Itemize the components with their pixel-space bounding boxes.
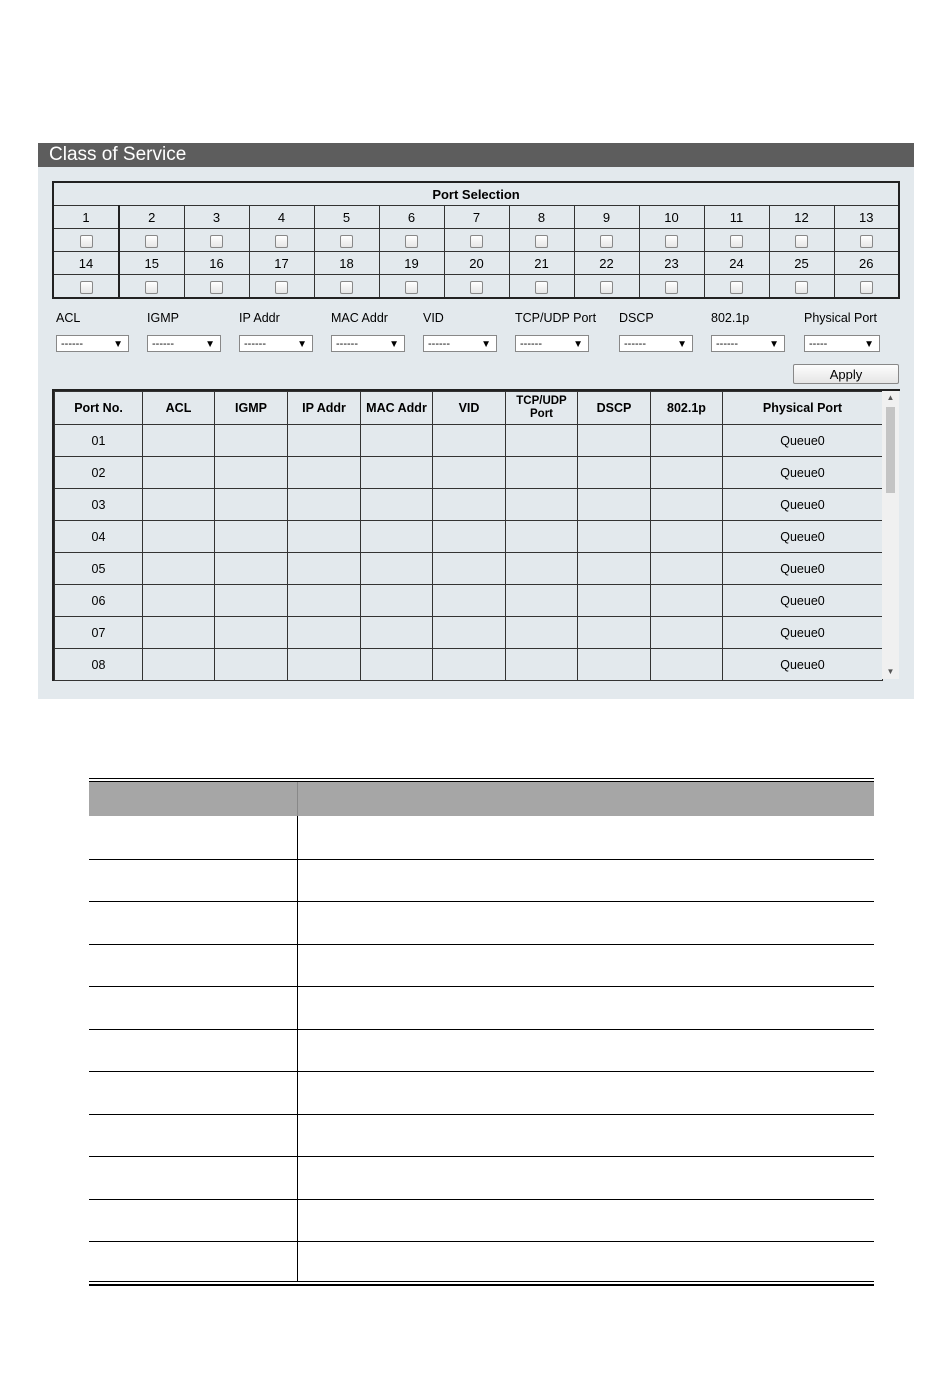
table-cell	[288, 457, 361, 489]
table-cell	[578, 681, 651, 682]
table-cell	[651, 489, 723, 521]
port-checkbox-6[interactable]	[405, 235, 418, 248]
port-checkbox-14[interactable]	[80, 281, 93, 294]
port-number-cell: 03	[55, 489, 143, 521]
port-checkbox-cell	[119, 275, 184, 299]
port-checkbox-cell	[639, 275, 704, 299]
table-cell	[361, 585, 433, 617]
selector-dropdown[interactable]	[239, 335, 313, 352]
row-divider	[89, 986, 874, 987]
table-cell	[506, 585, 578, 617]
selector-label: VID	[423, 311, 444, 325]
table-cell	[361, 521, 433, 553]
chevron-down-icon[interactable]: ▼	[389, 339, 399, 350]
port-number-cell: 02	[55, 457, 143, 489]
port-checkbox-13[interactable]	[860, 235, 873, 248]
table-cell	[578, 553, 651, 585]
table-cell	[506, 681, 578, 682]
port-checkbox-24[interactable]	[730, 281, 743, 294]
table-cell	[433, 617, 506, 649]
port-checkbox-23[interactable]	[665, 281, 678, 294]
port-checkbox-25[interactable]	[795, 281, 808, 294]
port-checkbox-cell	[704, 229, 769, 252]
table-cell	[361, 489, 433, 521]
class-of-service-panel	[38, 143, 914, 699]
port-label-22: 22	[574, 252, 639, 275]
port-label-12: 12	[769, 206, 834, 229]
port-checkbox-cell	[314, 275, 379, 299]
port-label-7: 7	[444, 206, 509, 229]
table-cell	[215, 681, 288, 682]
port-checkbox-9[interactable]	[600, 235, 613, 248]
port-label-13: 13	[834, 206, 899, 229]
physical-port-cell: Queue0	[723, 649, 883, 681]
table-row	[55, 553, 883, 585]
table-cell	[433, 585, 506, 617]
table-cell	[143, 585, 215, 617]
port-checkbox-cell	[53, 229, 119, 252]
port-checkbox-2[interactable]	[145, 235, 158, 248]
chevron-down-icon[interactable]: ▼	[297, 339, 307, 350]
selector-dropdown[interactable]	[147, 335, 221, 352]
port-checkbox-4[interactable]	[275, 235, 288, 248]
selector-1	[147, 311, 221, 352]
selector-label: TCP/UDP Port	[515, 311, 597, 325]
port-checkbox-cell	[509, 229, 574, 252]
selector-4	[423, 311, 497, 352]
selector-2	[239, 311, 313, 352]
chevron-down-icon[interactable]: ▼	[864, 339, 874, 350]
table-row	[55, 617, 883, 649]
port-checkbox-3[interactable]	[210, 235, 223, 248]
port-label-9: 9	[574, 206, 639, 229]
table-cell	[651, 521, 723, 553]
panel-title: Class of Service	[38, 143, 914, 167]
description-table-header	[89, 782, 874, 816]
table-cell	[433, 553, 506, 585]
row-divider	[89, 1241, 874, 1242]
column-header: TCP/UDP Port	[506, 392, 578, 425]
table-cell	[651, 681, 723, 682]
table-scrollbar[interactable]	[882, 391, 899, 679]
selector-row	[38, 311, 914, 357]
table-cell	[433, 489, 506, 521]
port-checkbox-20[interactable]	[470, 281, 483, 294]
table-cell	[288, 489, 361, 521]
table-row	[55, 521, 883, 553]
port-number-cell: 06	[55, 585, 143, 617]
selector-3	[331, 311, 405, 352]
table-cell	[215, 489, 288, 521]
table-cell	[215, 457, 288, 489]
port-checkbox-cell	[119, 229, 184, 252]
selector-6	[619, 311, 693, 352]
port-selection-title: Port Selection	[53, 182, 899, 206]
port-checkbox-7[interactable]	[470, 235, 483, 248]
table-cell	[361, 617, 433, 649]
table-cell	[361, 457, 433, 489]
port-checkbox-10[interactable]	[665, 235, 678, 248]
table-cell	[143, 681, 215, 682]
table-cell	[651, 585, 723, 617]
table-cell	[215, 425, 288, 457]
port-checkbox-cell	[444, 275, 509, 299]
port-checkbox-cell	[834, 229, 899, 252]
port-label-16: 16	[184, 252, 249, 275]
port-label-25: 25	[769, 252, 834, 275]
chevron-down-icon[interactable]: ▼	[769, 339, 779, 350]
port-checkbox-5[interactable]	[340, 235, 353, 248]
port-checkbox-18[interactable]	[340, 281, 353, 294]
table-row	[55, 649, 883, 681]
column-header: VID	[433, 392, 506, 425]
table-bottom-rule	[89, 1281, 874, 1286]
row-divider	[89, 1156, 874, 1157]
chevron-down-icon[interactable]: ▼	[573, 339, 583, 350]
table-cell	[433, 521, 506, 553]
table-cell	[578, 457, 651, 489]
table-cell	[578, 585, 651, 617]
port-checkbox-1[interactable]	[80, 235, 93, 248]
table-cell	[506, 425, 578, 457]
table-row	[55, 457, 883, 489]
row-divider	[89, 901, 874, 902]
selector-0	[56, 311, 129, 352]
table-cell	[651, 553, 723, 585]
table-cell	[506, 617, 578, 649]
table-cell	[433, 681, 506, 682]
row-divider	[89, 1071, 874, 1072]
row-divider	[89, 944, 874, 945]
table-cell	[361, 553, 433, 585]
port-label-24: 24	[704, 252, 769, 275]
port-checkbox-22[interactable]	[600, 281, 613, 294]
selector-value: ------	[520, 338, 542, 350]
selector-dropdown[interactable]	[804, 335, 880, 352]
port-number-cell: 08	[55, 649, 143, 681]
physical-port-cell: Queue0	[723, 553, 883, 585]
port-label-17: 17	[249, 252, 314, 275]
port-checkbox-cell	[249, 229, 314, 252]
port-checkbox-cell	[509, 275, 574, 299]
port-number-cell: 04	[55, 521, 143, 553]
selector-value: ------	[428, 338, 450, 350]
selector-value: ------	[716, 338, 738, 350]
selector-8	[804, 311, 880, 352]
port-label-1: 1	[53, 206, 119, 229]
port-checkbox-cell	[379, 229, 444, 252]
table-cell	[143, 489, 215, 521]
port-label-15: 15	[119, 252, 184, 275]
table-cell	[651, 457, 723, 489]
table-cell	[433, 457, 506, 489]
physical-port-cell: Queue0	[723, 457, 883, 489]
physical-port-cell: Queue0	[723, 521, 883, 553]
table-cell	[215, 649, 288, 681]
table-cell	[361, 425, 433, 457]
port-label-10: 10	[639, 206, 704, 229]
table-cell	[578, 489, 651, 521]
row-divider	[89, 859, 874, 860]
port-label-26: 26	[834, 252, 899, 275]
selector-7	[711, 311, 785, 352]
selector-5	[515, 311, 596, 352]
selector-dropdown[interactable]	[331, 335, 405, 352]
selector-label: IGMP	[147, 311, 179, 325]
port-number-cell: 01	[55, 425, 143, 457]
table-cell	[361, 649, 433, 681]
port-checkbox-cell	[184, 229, 249, 252]
selector-dropdown[interactable]	[619, 335, 693, 352]
table-cell	[288, 617, 361, 649]
port-checkbox-cell	[444, 229, 509, 252]
chevron-down-icon[interactable]: ▼	[481, 339, 491, 350]
port-checkbox-17[interactable]	[275, 281, 288, 294]
table-cell	[578, 617, 651, 649]
port-label-20: 20	[444, 252, 509, 275]
selector-dropdown[interactable]	[56, 335, 129, 352]
table-cell	[578, 425, 651, 457]
table-cell	[578, 649, 651, 681]
table-cell	[215, 617, 288, 649]
selector-value: ------	[244, 338, 266, 350]
column-header: Port No.	[55, 392, 143, 425]
selector-dropdown[interactable]	[515, 335, 589, 352]
column-header: ACL	[143, 392, 215, 425]
port-label-8: 8	[509, 206, 574, 229]
table-cell	[143, 649, 215, 681]
table-cell	[143, 425, 215, 457]
table-cell	[143, 617, 215, 649]
port-checkbox-21[interactable]	[535, 281, 548, 294]
port-label-11: 11	[704, 206, 769, 229]
column-header: IGMP	[215, 392, 288, 425]
physical-port-cell: Queue0	[723, 617, 883, 649]
port-checkbox-cell	[314, 229, 379, 252]
table-cell	[578, 521, 651, 553]
table-cell	[288, 521, 361, 553]
table-row	[55, 681, 883, 682]
table-cell	[288, 553, 361, 585]
chevron-down-icon[interactable]: ▼	[113, 339, 123, 350]
selector-label: MAC Addr	[331, 311, 388, 325]
table-row	[55, 489, 883, 521]
chevron-down-icon[interactable]: ▼	[205, 339, 215, 350]
column-header: 802.1p	[651, 392, 723, 425]
table-cell	[215, 585, 288, 617]
port-label-6: 6	[379, 206, 444, 229]
table-cell	[506, 521, 578, 553]
table-cell	[433, 649, 506, 681]
row-divider	[89, 1029, 874, 1030]
selector-label: DSCP	[619, 311, 654, 325]
table-cell	[143, 457, 215, 489]
physical-port-cell: Queue0	[723, 585, 883, 617]
table-cell	[651, 649, 723, 681]
table-cell	[506, 489, 578, 521]
port-label-3: 3	[184, 206, 249, 229]
table-cell	[506, 553, 578, 585]
port-number-cell: 07	[55, 617, 143, 649]
column-header: MAC Addr	[361, 392, 433, 425]
port-checkbox-cell	[249, 275, 314, 299]
physical-port-cell	[723, 681, 883, 682]
port-number-cell: 05	[55, 553, 143, 585]
port-checkbox-19[interactable]	[405, 281, 418, 294]
port-checkbox-26[interactable]	[860, 281, 873, 294]
table-cell	[506, 457, 578, 489]
row-divider	[89, 1114, 874, 1115]
cos-table-container	[52, 389, 900, 681]
selector-label: 802.1p	[711, 311, 750, 325]
table-cell	[288, 425, 361, 457]
table-cell	[651, 425, 723, 457]
row-divider	[89, 1199, 874, 1200]
table-cell	[215, 553, 288, 585]
table-cell	[143, 521, 215, 553]
selector-value: -----	[809, 338, 828, 350]
selector-value: ------	[624, 338, 646, 350]
physical-port-cell: Queue0	[723, 425, 883, 457]
port-checkbox-cell	[574, 229, 639, 252]
port-checkbox-12[interactable]	[795, 235, 808, 248]
physical-port-cell: Queue0	[723, 489, 883, 521]
scroll-thumb[interactable]	[886, 407, 895, 493]
table-cell	[288, 681, 361, 682]
port-checkbox-cell	[574, 275, 639, 299]
chevron-down-icon[interactable]: ▼	[677, 339, 687, 350]
table-cell	[433, 425, 506, 457]
selector-label: IP Addr	[239, 311, 280, 325]
column-header: Physical Port	[723, 392, 883, 425]
port-checkbox-cell	[639, 229, 704, 252]
port-label-19: 19	[379, 252, 444, 275]
port-selection-table	[52, 181, 900, 299]
table-cell	[506, 649, 578, 681]
port-checkbox-8[interactable]	[535, 235, 548, 248]
selector-value: ------	[336, 338, 358, 350]
table-cell	[288, 585, 361, 617]
cos-table	[54, 391, 883, 681]
scroll-up-arrow-icon[interactable]: ▲	[886, 393, 895, 402]
selector-label: Physical Port	[804, 311, 877, 325]
port-label-2: 2	[119, 206, 184, 229]
port-label-5: 5	[314, 206, 379, 229]
table-row	[55, 585, 883, 617]
selector-dropdown[interactable]	[423, 335, 497, 352]
table-cell	[651, 617, 723, 649]
table-row	[55, 425, 883, 457]
port-checkbox-15[interactable]	[145, 281, 158, 294]
port-label-18: 18	[314, 252, 379, 275]
port-label-14: 14	[53, 252, 119, 275]
table-cell	[143, 553, 215, 585]
selector-dropdown[interactable]	[711, 335, 785, 352]
port-label-21: 21	[509, 252, 574, 275]
selector-value: ------	[152, 338, 174, 350]
port-checkbox-cell	[834, 275, 899, 299]
column-header: DSCP	[578, 392, 651, 425]
port-checkbox-cell	[184, 275, 249, 299]
table-cell	[288, 649, 361, 681]
column-header: IP Addr	[288, 392, 361, 425]
port-checkbox-cell	[769, 275, 834, 299]
port-label-4: 4	[249, 206, 314, 229]
port-checkbox-cell	[379, 275, 444, 299]
table-cell	[215, 521, 288, 553]
apply-button[interactable]: Apply	[793, 364, 899, 384]
port-checkbox-cell	[704, 275, 769, 299]
port-label-23: 23	[639, 252, 704, 275]
port-checkbox-11[interactable]	[730, 235, 743, 248]
scroll-down-arrow-icon[interactable]: ▼	[886, 667, 895, 676]
port-number-cell	[55, 681, 143, 682]
port-checkbox-cell	[769, 229, 834, 252]
selector-value: ------	[61, 338, 83, 350]
table-cell	[361, 681, 433, 682]
selector-label: ACL	[56, 311, 81, 325]
description-table	[89, 778, 874, 1286]
port-checkbox-16[interactable]	[210, 281, 223, 294]
port-checkbox-cell	[53, 275, 119, 299]
